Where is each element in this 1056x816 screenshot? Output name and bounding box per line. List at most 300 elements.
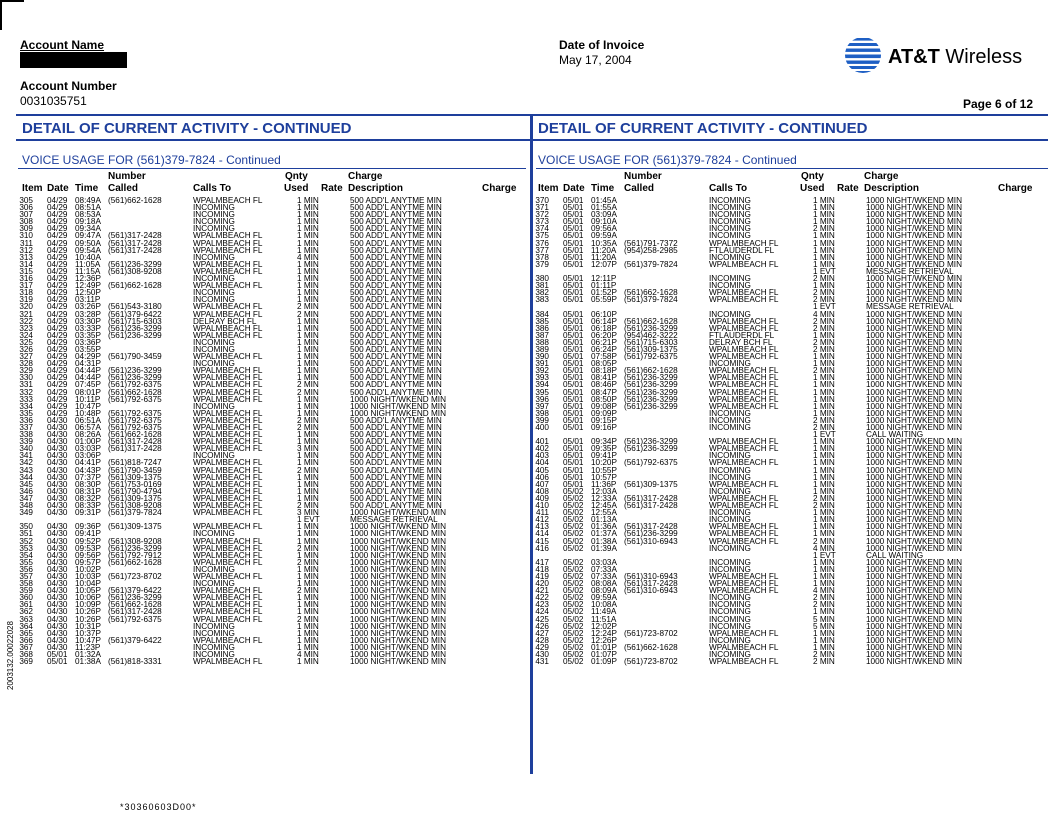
cell-description: 1000 NIGHT/WKEND MIN <box>866 380 962 390</box>
cell-time: 12:11P <box>591 274 617 284</box>
cell-used: 1 EVT <box>813 550 836 560</box>
cell-date: 05/02 <box>563 635 584 645</box>
cell-item: 359 <box>19 586 33 596</box>
cell-called: (561)792-6375 <box>624 458 678 468</box>
table-row <box>0 658 530 665</box>
section-title-left: DETAIL OF CURRENT ACTIVITY - CONTINUED <box>22 120 352 137</box>
cell-calls-to: WPALMBEACH FL <box>193 330 263 340</box>
cell-used: 2 MIN <box>813 224 835 234</box>
cell-description: 1000 NIGHT/WKEND MIN <box>866 543 962 553</box>
cell-used: 1 MIN <box>297 210 319 220</box>
cell-time: 01:55A <box>591 203 617 213</box>
cell-description: 1000 NIGHT/WKEND MIN <box>866 458 962 468</box>
cell-calls-to: INCOMING <box>709 564 751 574</box>
cell-used: 2 MIN <box>813 366 835 376</box>
cell-time: 11:51A <box>591 614 617 624</box>
cell-time: 04:44P <box>75 366 101 376</box>
cell-calls-to: WPALMBEACH FL <box>709 352 779 362</box>
cell-description: 1000 NIGHT/WKEND MIN <box>350 593 446 603</box>
cell-date: 04/29 <box>47 408 68 418</box>
cell-date: 05/01 <box>563 465 584 475</box>
cell-time: 09:47A <box>75 231 101 241</box>
cell-date: 04/29 <box>47 352 68 362</box>
cell-description: 500 ADD'L ANYTME MIN <box>350 366 442 376</box>
cell-calls-to: WPALMBEACH FL <box>193 543 263 553</box>
cell-calls-to: INCOMING <box>709 614 751 624</box>
cell-calls-to: INCOMING <box>193 628 235 638</box>
cell-used: 1 MIN <box>297 628 319 638</box>
cell-used: 1 MIN <box>297 196 319 205</box>
cell-date: 05/01 <box>563 359 584 369</box>
cell-called: (561)317-2428 <box>624 493 678 503</box>
cell-used: 1 MIN <box>297 266 319 276</box>
cell-item: 374 <box>535 224 549 234</box>
cell-time: 10:06P <box>75 593 101 603</box>
cell-item: 402 <box>535 444 549 454</box>
cell-calls-to: INCOMING <box>193 579 235 589</box>
cell-calls-to: WPALMBEACH FL <box>709 642 779 652</box>
cell-date: 04/29 <box>47 281 68 291</box>
hdr-called: Called <box>624 183 655 194</box>
cell-used: 2 MIN <box>813 493 835 503</box>
cell-called: (561)792-6375 <box>108 380 162 390</box>
cell-description: 1000 NIGHT/WKEND MIN <box>866 451 962 461</box>
table-row <box>516 261 1046 268</box>
cell-time: 09:15P <box>591 415 617 425</box>
cell-calls-to: WPALMBEACH FL <box>193 614 263 624</box>
cell-date: 04/30 <box>47 423 68 432</box>
cell-item: 319 <box>19 295 33 305</box>
cell-time: 09:18A <box>75 217 101 227</box>
cell-called: (561)236-3299 <box>624 323 678 333</box>
cell-date: 04/29 <box>47 359 68 369</box>
cell-calls-to: INCOMING <box>193 288 235 298</box>
cell-used: 1 MIN <box>297 571 319 581</box>
cell-item: 332 <box>19 387 33 397</box>
cell-date: 05/01 <box>563 380 584 390</box>
cell-called: (561)236-3299 <box>624 394 678 404</box>
cell-used: 1 MIN <box>813 380 835 390</box>
cell-time: 12:26P <box>591 635 617 645</box>
cell-date: 05/02 <box>563 600 584 610</box>
cell-time: 01:38A <box>75 657 101 667</box>
cell-calls-to: INCOMING <box>193 564 235 574</box>
cell-description: 1000 NIGHT/WKEND MIN <box>866 579 962 589</box>
cell-called: (561)236-3299 <box>108 330 162 340</box>
cell-description: 500 ADD'L ANYTME MIN <box>350 437 442 447</box>
cell-item: 364 <box>19 621 33 631</box>
cell-time: 10:47P <box>75 401 101 411</box>
cell-calls-to: INCOMING <box>193 650 235 659</box>
cell-time: 12:07P <box>591 259 617 269</box>
cell-time: 01:01P <box>591 642 617 652</box>
cell-called: (561)792-6375 <box>108 408 162 418</box>
cell-used: 1 MIN <box>813 486 835 496</box>
cell-used: 1 MIN <box>297 479 319 489</box>
cell-used: 1 MIN <box>813 635 835 645</box>
cell-used: 1 MIN <box>813 387 835 397</box>
hdr-charge: Charge <box>482 183 517 194</box>
cell-calls-to: INCOMING <box>709 224 751 234</box>
cell-called: (561)662-1628 <box>108 196 162 205</box>
hdr-charge-top: Charge <box>348 171 383 182</box>
cell-calls-to: WPALMBEACH FL <box>193 593 263 603</box>
cell-item: 388 <box>535 337 549 347</box>
cell-called: (561)317-2428 <box>624 501 678 511</box>
cell-used: 1 MIN <box>297 657 319 667</box>
cell-time: 01:00P <box>75 437 101 447</box>
cell-used: 4 MIN <box>813 309 835 319</box>
cell-calls-to: INCOMING <box>709 465 751 475</box>
cell-used: 1 MIN <box>297 451 319 461</box>
cell-called: (561)317-2428 <box>108 238 162 248</box>
cell-calls-to: WPALMBEACH FL <box>193 387 263 397</box>
cell-calls-to: WPALMBEACH FL <box>709 586 779 596</box>
cell-called: (561)317-2428 <box>108 231 162 241</box>
cell-date: 04/29 <box>47 366 68 376</box>
cell-description: 1000 NIGHT/WKEND MIN <box>866 650 962 659</box>
cell-date: 04/30 <box>47 493 68 503</box>
cell-time: 01:37A <box>591 529 617 539</box>
cell-description: 1000 NIGHT/WKEND MIN <box>350 564 446 574</box>
cell-calls-to: INCOMING <box>709 252 751 262</box>
cell-item: 417 <box>535 557 549 567</box>
cell-time: 03:30P <box>75 316 101 326</box>
cell-calls-to: WPALMBEACH FL <box>709 344 779 354</box>
cell-time: 03:11P <box>75 295 101 305</box>
cell-calls-to: INCOMING <box>193 210 235 220</box>
cell-used: 2 MIN <box>297 557 319 567</box>
cell-used: 2 MIN <box>813 415 835 425</box>
cell-item: 426 <box>535 621 549 631</box>
cell-date: 05/01 <box>563 415 584 425</box>
cell-time: 10:11P <box>75 394 101 404</box>
cell-used: 1 MIN <box>813 522 835 532</box>
cell-called: (561)236-3299 <box>108 593 162 603</box>
hdr-charge-top: Charge <box>864 171 899 182</box>
cell-called: (954)258-2985 <box>624 245 678 255</box>
cell-item: 355 <box>19 557 33 567</box>
cell-item: 346 <box>19 486 33 496</box>
cell-date: 04/29 <box>47 288 68 298</box>
cell-description: 1000 NIGHT/WKEND MIN <box>350 571 446 581</box>
cell-calls-to: WPALMBEACH FL <box>709 295 779 305</box>
cell-description: 500 ADD'L ANYTME MIN <box>350 217 442 227</box>
cell-used: 1 MIN <box>813 444 835 454</box>
cell-item: 416 <box>535 543 549 553</box>
cell-calls-to: INCOMING <box>193 217 235 227</box>
cell-time: 03:33P <box>75 323 101 333</box>
cell-description: 1000 NIGHT/WKEND MIN <box>866 642 962 652</box>
cell-description: 1000 NIGHT/WKEND MIN <box>866 337 962 347</box>
cell-used: 1 MIN <box>297 259 319 269</box>
cell-used: 4 MIN <box>297 252 319 262</box>
cell-used: 1 MIN <box>297 493 319 503</box>
cell-called: (561)236-3299 <box>624 387 678 397</box>
cell-description: 1000 NIGHT/WKEND MIN <box>350 657 446 667</box>
cell-calls-to: WPALMBEACH FL <box>193 394 263 404</box>
cell-description: 1000 NIGHT/WKEND MIN <box>866 352 962 362</box>
cell-calls-to: WPALMBEACH FL <box>193 231 263 241</box>
cell-calls-to: WPALMBEACH FL <box>193 458 263 468</box>
hdr-called: Called <box>108 183 139 194</box>
cell-used: 1 MIN <box>813 245 835 255</box>
cell-description: 500 ADD'L ANYTME MIN <box>350 316 442 326</box>
cell-time: 08:26A <box>75 430 101 440</box>
cell-used: 5 MIN <box>813 614 835 624</box>
cell-used: 1 MIN <box>297 295 319 305</box>
cell-calls-to: WPALMBEACH FL <box>709 394 779 404</box>
cell-item: 429 <box>535 642 549 652</box>
cell-date: 05/01 <box>563 231 584 241</box>
cell-used: 1 MIN <box>297 217 319 227</box>
cell-date: 04/29 <box>47 224 68 234</box>
cell-used: 1 MIN <box>297 607 319 617</box>
cell-item: 310 <box>19 231 33 241</box>
cell-called: (561)236-3299 <box>624 380 678 390</box>
cell-item: 367 <box>19 642 33 652</box>
cell-date: 04/29 <box>47 323 68 333</box>
cell-calls-to: INCOMING <box>709 231 751 241</box>
cell-item: 334 <box>19 401 33 411</box>
cell-item: 315 <box>19 266 33 276</box>
cell-item: 419 <box>535 571 549 581</box>
date-of-invoice-value: May 17, 2004 <box>559 53 632 67</box>
cell-time: 08:05P <box>591 359 617 369</box>
cell-calls-to: WPALMBEACH FL <box>709 571 779 581</box>
cell-description: 500 ADD'L ANYTME MIN <box>350 323 442 333</box>
cell-used: 1 MIN <box>297 642 319 652</box>
cell-item: 351 <box>19 529 33 539</box>
cell-time: 12:49P <box>75 281 101 291</box>
cell-called: (561)662-1628 <box>624 316 678 326</box>
cell-used: 1 MIN <box>813 401 835 411</box>
cell-used: 1 MIN <box>297 316 319 326</box>
cell-time: 09:52P <box>75 536 101 546</box>
cell-description: 1000 NIGHT/WKEND MIN <box>866 515 962 525</box>
cell-calls-to: WPALMBEACH FL <box>193 437 263 447</box>
cell-time: 09:56A <box>591 224 617 234</box>
cell-used: 2 MIN <box>813 344 835 354</box>
cell-date: 05/02 <box>563 607 584 617</box>
barcode-text: *30360603D00* <box>120 802 197 812</box>
cell-calls-to: WPALMBEACH FL <box>709 529 779 539</box>
crop-mark-vertical <box>0 0 2 30</box>
cell-item: 322 <box>19 316 33 326</box>
cell-used: 1 MIN <box>297 330 319 340</box>
cell-used: 2 MIN <box>813 337 835 347</box>
cell-used: 1 MIN <box>297 437 319 447</box>
cell-calls-to: WPALMBEACH FL <box>709 238 779 248</box>
cell-called: (561)317-2428 <box>108 607 162 617</box>
cell-used: 2 MIN <box>297 543 319 553</box>
cell-item: 342 <box>19 458 33 468</box>
cell-item: 410 <box>535 501 549 511</box>
cell-item: 406 <box>535 472 549 482</box>
cell-used: 1 MIN <box>813 210 835 220</box>
cell-description: MESSAGE RETRIEVAL <box>350 515 438 525</box>
account-number-label: Account Number <box>20 79 117 93</box>
cell-called: (561)236-3299 <box>108 373 162 383</box>
cell-item: 370 <box>535 196 549 205</box>
cell-calls-to: WPALMBEACH FL <box>709 387 779 397</box>
cell-description: 500 ADD'L ANYTME MIN <box>350 430 442 440</box>
cell-description: 1000 NIGHT/WKEND MIN <box>866 394 962 404</box>
cell-calls-to: WPALMBEACH FL <box>193 366 263 376</box>
cell-item: 366 <box>19 635 33 645</box>
cell-used: 5 MIN <box>813 621 835 631</box>
cell-calls-to: WPALMBEACH FL <box>709 493 779 503</box>
cell-calls-to: DELRAY BCH FL <box>193 316 257 326</box>
cell-date: 05/01 <box>563 352 584 362</box>
hdr-number: Number <box>108 171 146 182</box>
cell-item: 328 <box>19 359 33 369</box>
hdr-rate: Rate <box>837 183 859 194</box>
cell-calls-to: INCOMING <box>193 359 235 369</box>
cell-calls-to: INCOMING <box>709 415 751 425</box>
cell-time: 10:26P <box>75 607 101 617</box>
cell-called: (561)309-1375 <box>108 493 162 503</box>
cell-called: (561)236-3299 <box>624 444 678 454</box>
cell-date: 05/02 <box>563 593 584 603</box>
cell-called: (561)792-6375 <box>108 614 162 624</box>
cell-time: 10:09P <box>75 600 101 610</box>
cell-description: 500 ADD'L ANYTME MIN <box>350 196 442 205</box>
cell-description: CALL WAITING <box>866 430 924 440</box>
cell-used: 2 MIN <box>813 295 835 305</box>
cell-description: 500 ADD'L ANYTME MIN <box>350 245 442 255</box>
cell-date: 05/01 <box>563 337 584 347</box>
cell-description: 500 ADD'L ANYTME MIN <box>350 224 442 234</box>
cell-calls-to: WPALMBEACH FL <box>193 309 263 319</box>
cell-description: 1000 NIGHT/WKEND MIN <box>866 288 962 298</box>
cell-description: 500 ADD'L ANYTME MIN <box>350 423 442 432</box>
hdr-rate: Rate <box>321 183 343 194</box>
cell-called: (561)379-6422 <box>108 635 162 645</box>
cell-used: 1 MIN <box>813 373 835 383</box>
cell-item: 313 <box>19 252 33 262</box>
cell-calls-to: WPALMBEACH FL <box>193 302 263 312</box>
cell-item: 378 <box>535 252 549 262</box>
cell-item: 415 <box>535 536 549 546</box>
cell-item: 400 <box>535 423 549 432</box>
cell-used: 2 MIN <box>297 302 319 312</box>
cell-calls-to: WPALMBEACH FL <box>709 501 779 511</box>
cell-description: 500 ADD'L ANYTME MIN <box>350 359 442 369</box>
cell-description: CALL WAITING <box>866 550 924 560</box>
cell-date: 05/01 <box>563 288 584 298</box>
cell-time: 12:02P <box>591 621 617 631</box>
cell-time: 10:03P <box>75 571 101 581</box>
cell-date: 04/29 <box>47 266 68 276</box>
cell-item: 343 <box>19 465 33 475</box>
cell-description: 500 ADD'L ANYTME MIN <box>350 380 442 390</box>
cell-used: 1 EVT <box>813 266 836 276</box>
cell-used: 1 MIN <box>297 274 319 284</box>
cell-called: (561)662-1628 <box>108 387 162 397</box>
cell-called: (561)662-1628 <box>108 430 162 440</box>
cell-calls-to: WPALMBEACH FL <box>193 607 263 617</box>
cell-item: 377 <box>535 245 549 255</box>
cell-date: 04/29 <box>47 196 68 205</box>
cell-description: 1000 NIGHT/WKEND MIN <box>866 423 962 432</box>
cell-date: 05/02 <box>563 628 584 638</box>
cell-time: 10:55P <box>591 465 617 475</box>
cell-description: 1000 NIGHT/WKEND MIN <box>350 557 446 567</box>
cell-item: 316 <box>19 274 33 284</box>
cell-calls-to: WPALMBEACH FL <box>193 571 263 581</box>
cell-description: 1000 NIGHT/WKEND MIN <box>866 479 962 489</box>
cell-date: 05/02 <box>563 579 584 589</box>
cell-description: 500 ADD'L ANYTME MIN <box>350 337 442 347</box>
cell-item: 420 <box>535 579 549 589</box>
cell-description: 1000 NIGHT/WKEND MIN <box>866 486 962 496</box>
cell-used: 1 MIN <box>813 203 835 213</box>
cell-time: 09:41P <box>591 451 617 461</box>
cell-used: 1 MIN <box>297 529 319 539</box>
cell-description: 1000 NIGHT/WKEND MIN <box>866 401 962 411</box>
cell-used: 2 MIN <box>297 380 319 390</box>
cell-used: 2 MIN <box>813 600 835 610</box>
cell-calls-to: DELRAY BCH FL <box>709 337 773 347</box>
cell-called: (561)317-2428 <box>624 579 678 589</box>
cell-time: 09:16P <box>591 423 617 432</box>
cell-used: 1 MIN <box>297 593 319 603</box>
cell-date: 05/02 <box>563 564 584 574</box>
hdr-time: Time <box>75 183 99 194</box>
cell-item: 431 <box>535 657 549 667</box>
cell-time: 03:55P <box>75 344 101 354</box>
cell-date: 05/01 <box>563 366 584 376</box>
cell-item: 358 <box>19 579 33 589</box>
cell-time: 08:31P <box>75 486 101 496</box>
cell-date: 05/01 <box>563 281 584 291</box>
hdr-number: Number <box>624 171 662 182</box>
cell-calls-to: WPALMBEACH FL <box>193 415 263 425</box>
cell-called: (561)379-6422 <box>108 309 162 319</box>
cell-description: 500 ADD'L ANYTME MIN <box>350 415 442 425</box>
cell-called: (561)236-3299 <box>108 259 162 269</box>
cell-called: (561)317-2428 <box>108 437 162 447</box>
sub-title-rule-right <box>536 168 1048 169</box>
cell-calls-to: INCOMING <box>709 650 751 659</box>
cell-time: 08:50P <box>591 394 617 404</box>
cell-date: 04/30 <box>47 451 68 461</box>
cell-time: 09:36P <box>75 522 101 532</box>
cell-used: 1 MIN <box>813 571 835 581</box>
cell-called: (561)791-7372 <box>624 238 678 248</box>
cell-calls-to: WPALMBEACH FL <box>709 444 779 454</box>
hdr-used: Used <box>800 183 825 194</box>
cell-description: 500 ADD'L ANYTME MIN <box>350 252 442 262</box>
cell-used: 1 MIN <box>297 323 319 333</box>
cell-calls-to: WPALMBEACH FL <box>709 316 779 326</box>
cell-used: 2 MIN <box>813 593 835 603</box>
cell-date: 05/01 <box>563 245 584 255</box>
cell-calls-to: INCOMING <box>709 423 751 432</box>
cell-time: 10:08A <box>591 600 617 610</box>
cell-calls-to: INCOMING <box>709 196 751 205</box>
cell-date: 04/30 <box>47 543 68 553</box>
cell-item: 407 <box>535 479 549 489</box>
cell-date: 05/01 <box>563 295 584 305</box>
cell-time: 10:04P <box>75 579 101 589</box>
cell-calls-to: WPALMBEACH FL <box>193 657 263 667</box>
cell-calls-to: INCOMING <box>709 210 751 220</box>
cell-calls-to: INCOMING <box>709 472 751 482</box>
att-globe-logo-icon <box>844 36 882 74</box>
cell-calls-to: INCOMING <box>709 217 751 227</box>
